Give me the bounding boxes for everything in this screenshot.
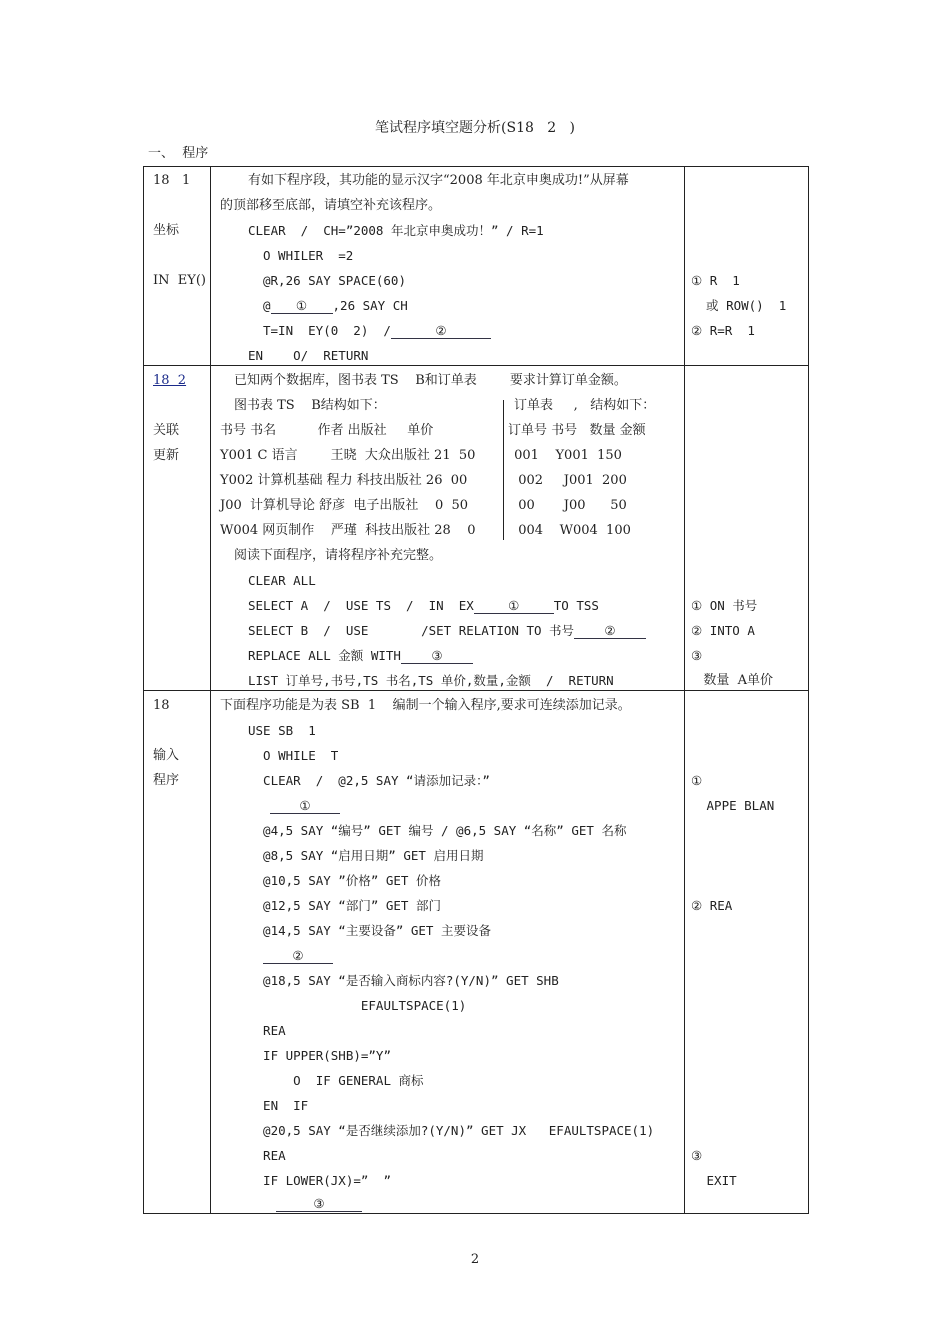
q3-code-line: IF LOWER(JX)=” ” xyxy=(248,1173,391,1188)
q1-text-line2: 的顶部移至底部，请填空补充该程序。 xyxy=(220,198,442,213)
q2-answer-3: ③ xyxy=(691,648,703,663)
q3-code-line: EN IF xyxy=(248,1098,309,1113)
page-number: 2 xyxy=(470,1252,480,1267)
q3-code-line: REA xyxy=(248,1148,286,1163)
q3-code-line: @18,5 SAY “是否输入商标内容?(Y/N)” GET SHB xyxy=(248,973,559,988)
q2-code3-prefix: SELECT B / USE /SET RELATION TO 书号 xyxy=(248,623,575,638)
q2-order-row: 002 J001 200 xyxy=(510,473,627,488)
q2-structure-right: 订单表 , 结构如下： xyxy=(514,398,656,413)
table-row-divider-2 xyxy=(143,690,809,691)
q3-code-line: O WHILE T xyxy=(248,748,339,763)
q2-order-row: 00 J00 50 xyxy=(510,498,627,513)
q1-code4-prefix: @ xyxy=(263,298,271,313)
q1-function: IN EY() xyxy=(153,273,206,288)
section-heading: 一、 程序 xyxy=(148,146,209,161)
table-border-left xyxy=(143,166,144,1214)
q3-answer-2: ② REA xyxy=(691,898,733,913)
q2-read-instruction: 阅读下面程序，请将程序补充完整。 xyxy=(234,548,443,563)
q2-order-row: 001 Y001 150 xyxy=(510,448,622,463)
q3-code-line: @14,5 SAY “主要设备” GET 主要设备 xyxy=(248,923,491,938)
q3-code-line: @20,5 SAY “是否继续添加?(Y/N)” GET JX EFAULTSPACE(1) xyxy=(248,1123,655,1138)
q2-number: 18 2 xyxy=(153,373,187,388)
q3-blank-2: ② xyxy=(263,949,333,964)
q1-text-line1: 有如下程序段，其功能的显示汉字“2008 年北京申奥成功!”从屏幕 xyxy=(248,173,629,188)
table-row-divider-1 xyxy=(143,365,809,366)
q2-code4-prefix: REPLACE ALL 金额 WITH xyxy=(248,648,401,663)
q1-code-line3: @R,26 SAY SPACE(60) xyxy=(263,273,406,288)
q1-topic: 坐标 xyxy=(153,223,180,238)
q3-code-line: EFAULTSPACE(1) xyxy=(248,998,467,1013)
q1-code-line2: O WHILER =2 xyxy=(263,248,354,263)
q3-blank-3: ③ xyxy=(276,1197,362,1212)
q1-blank-1: ① xyxy=(271,299,333,314)
q3-code-line: IF UPPER(SHB)=”Y” xyxy=(248,1048,391,1063)
q2-topic-line1: 关联 xyxy=(153,423,180,438)
q3-code-line: CLEAR / @2,5 SAY “请添加记录：” xyxy=(248,773,490,788)
q2-structure-left: 图书表 TS B结构如下： xyxy=(234,398,386,413)
document-title: 笔试程序填空题分析(S18 2 ) xyxy=(375,120,575,136)
q1-code-line6: EN O/ RETURN xyxy=(248,348,369,363)
q3-blank-1: ① xyxy=(270,799,340,814)
q2-table-separator xyxy=(503,400,504,540)
q2-answer-3-text: 数量 A单价 xyxy=(691,673,774,688)
q2-blank-1: ① xyxy=(474,599,554,614)
q3-code-line: @12,5 SAY “部门” GET 部门 xyxy=(248,898,441,913)
q1-blank-2: ② xyxy=(391,324,491,339)
q1-code4-suffix: ,26 SAY CH xyxy=(332,298,408,313)
q2-blank-3: ③ xyxy=(401,649,473,664)
q2-book-row: W004 网页制作 严瑾 科技出版社 28 0 xyxy=(220,523,476,538)
q1-code-line1: CLEAR / CH=”2008 年北京申奥成功！” / R=1 xyxy=(248,223,544,238)
table-border-top xyxy=(143,166,809,167)
q2-code-line3 xyxy=(248,623,646,639)
q3-blank-line-3 xyxy=(276,1196,362,1212)
q2-header-right: 订单号 书号 数量 金额 xyxy=(508,423,646,438)
q3-answer-1: ① xyxy=(691,773,703,788)
q3-blank-line-1 xyxy=(270,798,340,814)
q1-answer-2: ② R=R 1 xyxy=(691,323,755,338)
q3-code-line: USE SB 1 xyxy=(248,723,316,738)
q2-code-line4 xyxy=(248,648,473,664)
q3-code-line: O IF GENERAL 商标 xyxy=(248,1073,424,1088)
q3-blank-line-2 xyxy=(263,948,333,964)
q2-topic-line2: 更新 xyxy=(153,448,180,463)
q2-header-left: 书号 书名 作者 出版社 单价 xyxy=(220,423,434,438)
q1-code-line5 xyxy=(263,323,491,339)
q2-code-line5: LIST 订单号,书号,TS 书名,TS 单价,数量,金额 / RETURN xyxy=(248,673,614,688)
q2-book-row: J00 计算机导论 舒彦 电子出版社 0 50 xyxy=(220,498,469,513)
q1-code-line4 xyxy=(263,298,408,314)
table-col-divider-1 xyxy=(210,166,211,1214)
q3-code-line: @4,5 SAY “编号” GET 编号 / @6,5 SAY “名称” GET 名称 xyxy=(248,823,627,838)
q3-topic-line2: 程序 xyxy=(153,773,180,788)
q3-answer-3: ③ xyxy=(691,1148,703,1163)
q2-blank-2: ② xyxy=(574,624,646,639)
q2-intro: 已知两个数据库，图书表 TS B和订单表 要求计算订单金额。 xyxy=(234,373,627,388)
q2-code2-suffix: TO TSS xyxy=(553,598,599,613)
q1-number: 18 1 xyxy=(153,173,191,188)
table-border-right xyxy=(808,166,809,1214)
q2-code2-prefix: SELECT A / USE TS / IN EX xyxy=(248,598,474,613)
q1-answer-1: ① R 1 xyxy=(691,273,740,288)
table-col-divider-2 xyxy=(684,166,685,1214)
q3-code-line: REA xyxy=(248,1023,286,1038)
q3-code-line: @10,5 SAY ”价格” GET 价格 xyxy=(248,873,441,888)
q2-answer-1: ① ON 书号 xyxy=(691,598,758,613)
q2-code-line1: CLEAR ALL xyxy=(248,573,316,588)
q3-code-line: @8,5 SAY “启用日期” GET 启用日期 xyxy=(248,848,484,863)
q2-book-row: Y001 C 语言 王晓 大众出版社 21 50 xyxy=(220,448,476,463)
q3-answer-3-text: EXIT xyxy=(699,1173,737,1188)
table-border-bottom xyxy=(143,1213,809,1214)
q3-intro: 下面程序功能是为表 SB 1 编制一个输入程序,要求可连续添加记录。 xyxy=(220,698,631,713)
q3-answer-1-text: APPE BLAN xyxy=(699,798,775,813)
q3-topic-line1: 输入 xyxy=(153,748,180,763)
q1-code5-prefix: T=IN EY(0 2) / xyxy=(263,323,391,338)
q2-answer-2: ② INTO A xyxy=(691,623,755,638)
q2-book-row: Y002 计算机基础 程力 科技出版社 26 00 xyxy=(220,473,468,488)
q1-answer-1-alt: 或 ROW() 1 xyxy=(691,298,787,313)
q3-number: 18 xyxy=(153,698,170,713)
q2-code-line2 xyxy=(248,598,599,614)
q2-order-row: 004 W004 100 xyxy=(510,523,631,538)
